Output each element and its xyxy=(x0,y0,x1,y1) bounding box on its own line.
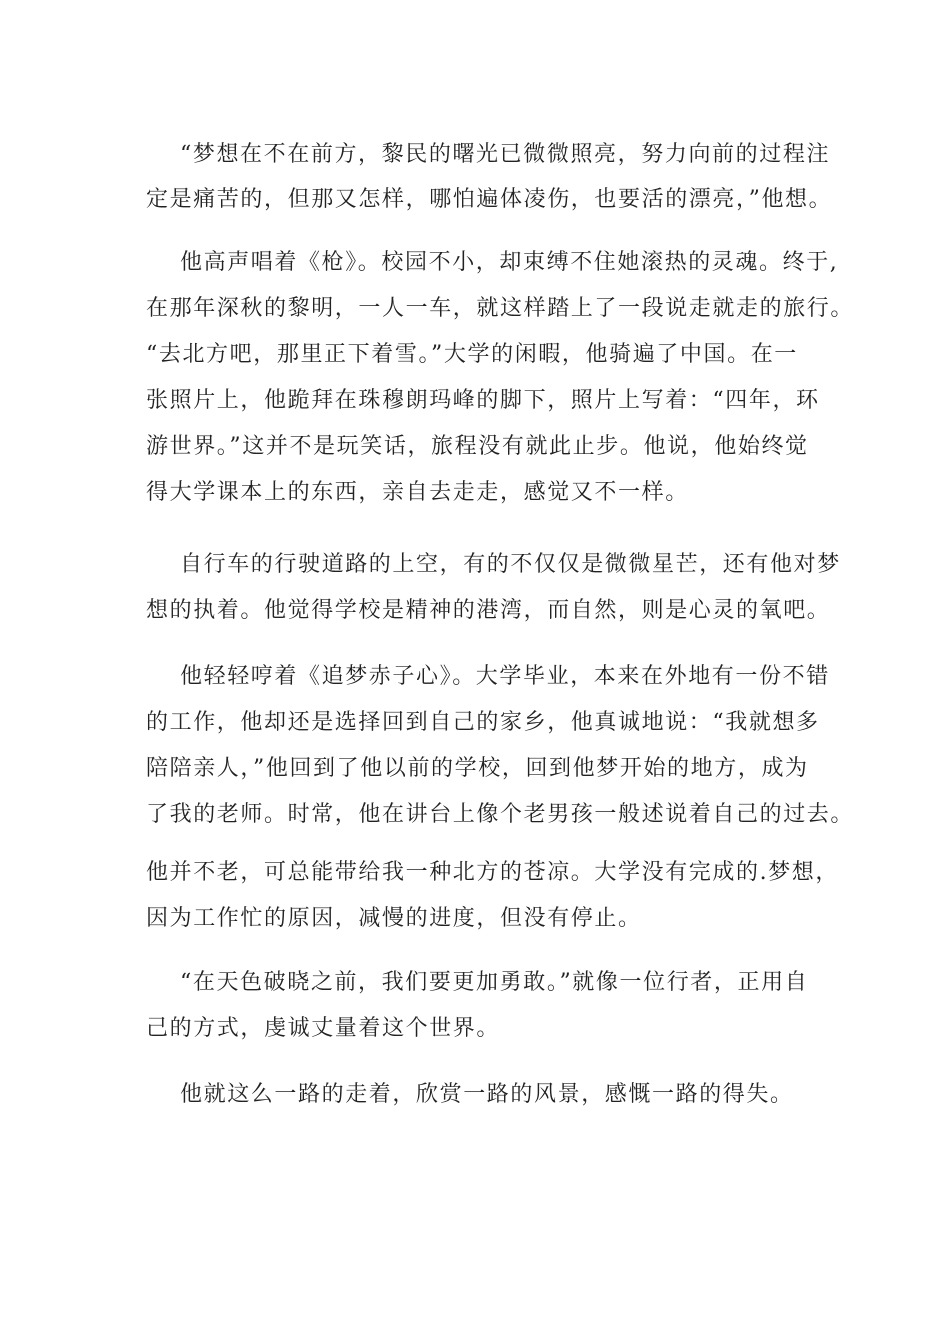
paragraph-4-line-4: 了我的老师。时常，他在讲台上像个老男孩一般述说着自己的过去。 xyxy=(146,802,855,827)
paragraph-1-line-1: “梦想在不在前方，黎民的曙光已微微照亮，努力向前的过程注 xyxy=(180,142,831,167)
paragraph-4-line-2: 的工作，他却还是选择回到自己的家乡，他真诚地说：“我就想多 xyxy=(146,710,820,735)
paragraph-5-line-1: “在天色破晓之前，我们要更加勇敢。”就像一位行者，正用自 xyxy=(180,970,809,995)
paragraph-3-line-2: 想的执着。他觉得学校是精神的港湾，而自然，则是心灵的氧吧。 xyxy=(146,598,831,623)
paragraph-4-line-5: 他并不老，可总能带给我一种北方的苍凉。大学没有完成的.梦想， xyxy=(146,860,839,885)
paragraph-3-line-1: 自行车的行驶道路的上空，有的不仅仅是微微星芒，还有他对梦 xyxy=(180,552,841,577)
paragraph-2-line-6: 得大学课本上的东西，亲自去走走，感觉又不一样。 xyxy=(146,480,689,505)
paragraph-6-line-1: 他就这么一路的走着，欣赏一路的风景，感慨一路的得失。 xyxy=(180,1082,794,1107)
paragraph-4-line-1: 他轻轻哼着《追梦赤子心》。大学毕业，本来在外地有一份不错 xyxy=(180,664,830,689)
paragraph-2-line-3: “去北方吧，那里正下着雪。”大学的闲暇，他骑遍了中国。在一 xyxy=(146,342,798,367)
paragraph-2-line-1: 他高声唱着《枪》。校园不小，却束缚不住她滚热的灵魂。终于, xyxy=(180,250,839,275)
paragraph-2-line-2: 在那年深秋的黎明，一人一车，就这样踏上了一段说走就走的旅行。 xyxy=(146,296,855,321)
paragraph-1-line-2: 定是痛苦的，但那又怎样，哪怕遍体凌伤，也要活的漂亮，”他想。 xyxy=(146,187,833,212)
paragraph-5-line-2: 己的方式，虔诚丈量着这个世界。 xyxy=(146,1016,501,1041)
paragraph-2-line-5: 游世界。”这并不是玩笑话，旅程没有就此止步。他说，他始终觉 xyxy=(146,434,809,459)
paragraph-4-line-3: 陪陪亲人，”他回到了他以前的学校，回到他梦开始的地方，成为 xyxy=(146,756,809,781)
paragraph-2-line-4: 张照片上，他跪拜在珠穆朗玛峰的脚下，照片上写着：“四年，环 xyxy=(146,388,820,413)
paragraph-4-line-6: 因为工作忙的原因，减慢的进度，但没有停止。 xyxy=(146,906,642,931)
